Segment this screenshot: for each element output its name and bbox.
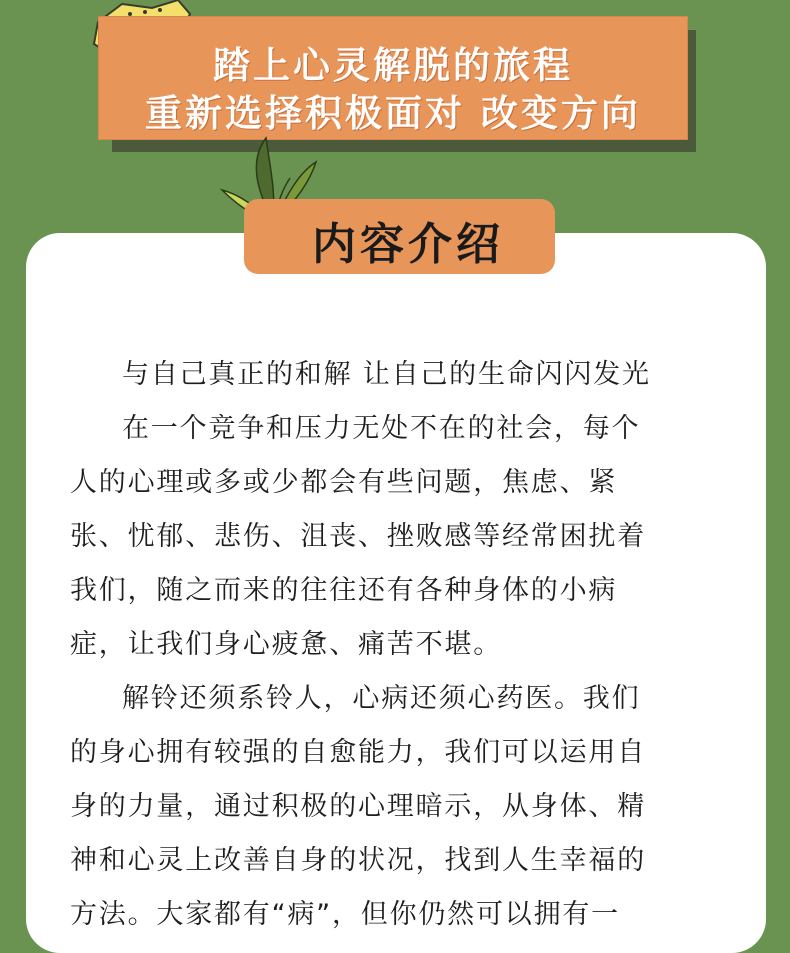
banner-line-2: 重新选择积极面对 改变方向 [145,92,641,135]
section-title-tag [244,199,555,274]
text-line: 我们，随之而来的往往还有各种身体的小病 [70,575,618,606]
text-line: 症，让我们身心疲惫、痛苦不堪。 [70,629,502,660]
text-line: 解铃还须系铃人，心病还须心药医。我们 [122,683,641,714]
title-banner [98,16,688,140]
text-line: 方法。大家都有“病”，但你仍然可以拥有一 [70,899,620,930]
section-title: 内容介绍 [312,219,504,270]
text-line: 张、忧郁、悲伤、沮丧、挫败感等经常困扰着 [70,521,646,552]
text-line: 在一个竞争和压力无处不在的社会，每个 [122,413,641,444]
text-line: 人的心理或多或少都会有些问题，焦虑、紧 [70,467,618,498]
banner-line-1: 踏上心灵解脱的旅程 [213,44,573,87]
text-line: 的身心拥有较强的自愈能力，我们可以运用自 [70,737,646,768]
text-line: 神和心灵上改善自身的状况，找到人生幸福的 [70,845,646,876]
text-line: 与自己真正的和解 让自己的生命闪闪发光 [122,359,651,390]
intro-text [70,348,720,942]
text-line: 身的力量，通过积极的心理暗示，从身体、精 [70,791,646,822]
